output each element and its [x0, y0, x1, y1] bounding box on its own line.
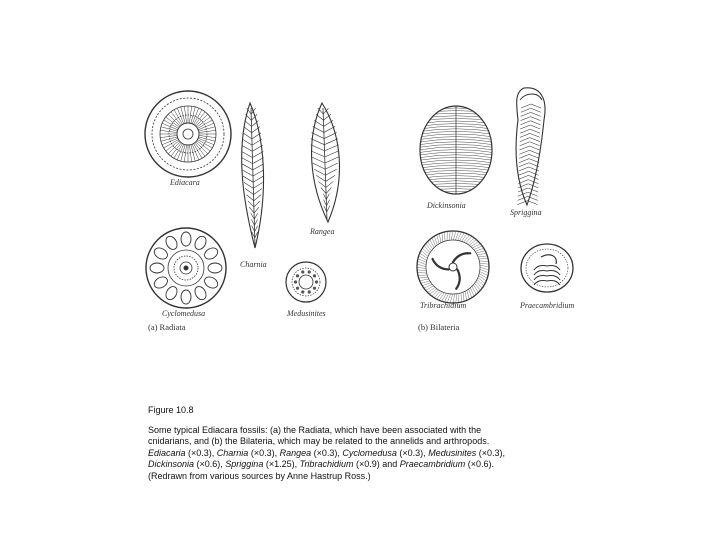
- medusinites-fossil-drawing: [286, 262, 326, 302]
- scale-text: (×0.3),: [396, 447, 429, 458]
- scale-text: (×1.25),: [263, 459, 300, 469]
- taxon-name: Cyclomedusa: [342, 447, 397, 458]
- charnia-fossil-drawing: [242, 103, 264, 248]
- spriggina-label: Spriggina: [510, 208, 542, 217]
- scale-text: (×0.3),: [311, 447, 343, 458]
- charnia-label: Charnia: [240, 260, 267, 269]
- scale-text: (×0.6),: [194, 459, 226, 469]
- ediacara-fossil-drawing: [145, 91, 231, 177]
- taxon-name: Tribrachidium: [299, 459, 354, 469]
- dickinsonia-label: Dickinsonia: [427, 201, 466, 210]
- cyclomedusa-fossil-drawing: [146, 228, 226, 308]
- taxon-name: Charnia: [216, 447, 249, 458]
- tribrachidium-label: Tribrachidium: [420, 301, 467, 310]
- taxon-name: Dickinsonia: [148, 459, 195, 469]
- taxon-name: Medusinites: [428, 447, 477, 458]
- figure-number: Figure 10.8: [148, 405, 194, 415]
- scale-text: (×0.3),: [248, 447, 280, 458]
- scale-text: (×0.9) and: [353, 459, 400, 469]
- caption-line: Some typical Ediacara fossils: (a) the Radiata, which have been associated with the: [148, 424, 482, 435]
- spriggina-fossil-drawing: [516, 88, 545, 205]
- tribrachidium-fossil-drawing: [417, 231, 489, 303]
- caption-text: [148, 425, 568, 483]
- ediacara-label: Ediacara: [170, 178, 200, 187]
- caption-line: [148, 459, 568, 471]
- praecambridium-fossil-drawing: [521, 244, 573, 292]
- figure-caption: [148, 405, 568, 482]
- panel-a-label: (a) Radiata: [148, 322, 186, 332]
- scale-text: (×0.3),: [185, 447, 217, 458]
- medusinites-label: Medusinites: [287, 309, 326, 318]
- scale-text: (×0.3),: [476, 447, 505, 458]
- scale-text: (×0.6).: [465, 459, 495, 469]
- panel-b-label: (b) Bilateria: [418, 322, 460, 332]
- taxon-name: Spriggina: [225, 459, 264, 469]
- dickinsonia-fossil-drawing: [418, 106, 494, 194]
- caption-line: cnidarians, and (b) the Bilateria, which may be related to the annelids and arthropods.: [148, 436, 490, 446]
- taxon-name: Ediacaria: [148, 447, 186, 458]
- rangea-label: Rangea: [310, 227, 335, 236]
- taxon-name: Rangea: [279, 447, 312, 458]
- caption-line: (Redrawn from various sources by Anne Hastrup Ross.): [148, 470, 371, 481]
- taxon-name: Praecambridium: [399, 459, 466, 469]
- rangea-fossil-drawing: [311, 103, 340, 222]
- caption-line: [148, 448, 568, 460]
- cyclomedusa-label: Cyclomedusa: [162, 309, 206, 318]
- praecambridium-label: Praecambridium: [520, 301, 575, 310]
